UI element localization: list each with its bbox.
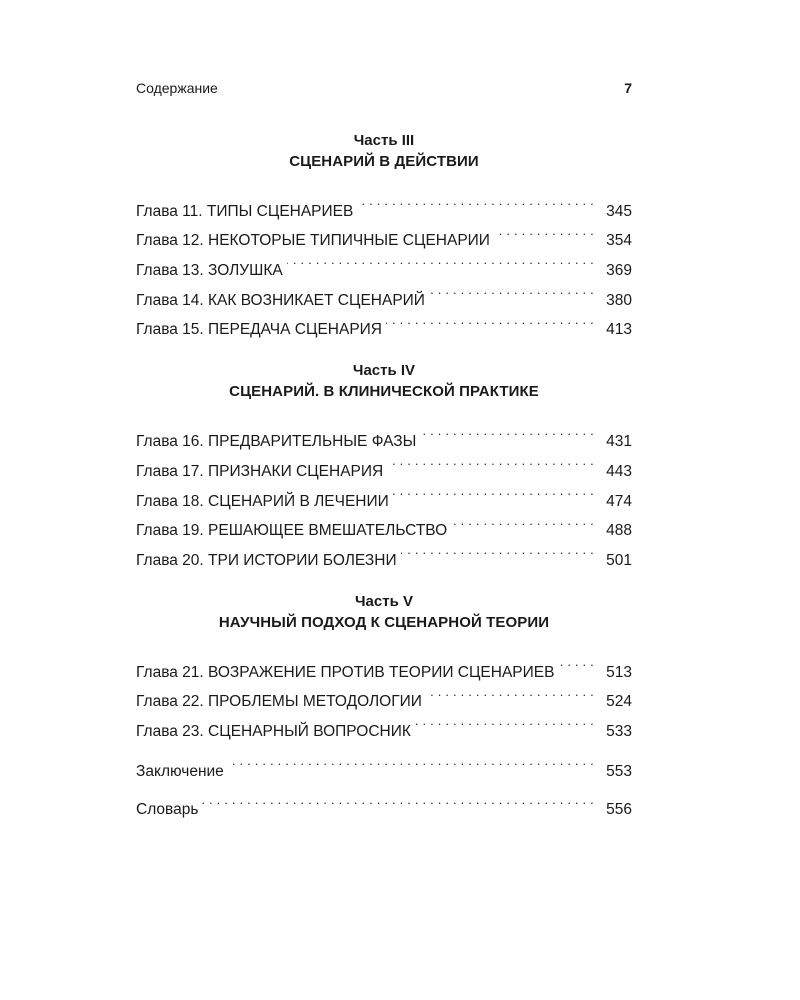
page-number: 7 [624, 80, 632, 96]
dot-leader [426, 677, 594, 707]
dot-leader [228, 746, 594, 776]
entry-title: Заключение [136, 762, 224, 780]
running-head-title: Содержание [136, 80, 218, 96]
dot-leader [558, 647, 594, 677]
chapter-list [136, 416, 632, 569]
chapter-title: Глава 14. КАК ВОЗНИКАЕТ СЦЕНАРИЙ [136, 291, 425, 309]
chapter-title: Глава 11. ТИПЫ СЦЕНАРИЕВ [136, 202, 354, 220]
dot-leader [393, 476, 594, 506]
dot-leader [401, 535, 594, 565]
chapter-title: Глава 16. ПРЕДВАРИТЕЛЬНЫЕ ФАЗЫ [136, 433, 417, 451]
chapter-page: 345 [606, 202, 632, 220]
part-heading [136, 360, 632, 402]
chapter-title: Глава 15. ПЕРЕДАЧА СЦЕНАРИЯ [136, 321, 382, 339]
part-heading [136, 130, 632, 172]
chapter-title: Глава 22. ПРОБЛЕМЫ МЕТОДОЛОГИИ [136, 693, 422, 711]
dot-leader [387, 446, 594, 476]
dot-leader [420, 416, 594, 446]
dot-leader [287, 245, 594, 275]
part-label: Часть III [353, 132, 415, 149]
dot-leader [494, 216, 594, 246]
toc-entry[interactable] [136, 186, 632, 220]
chapter-list [136, 647, 632, 740]
chapter-title: Глава 12. НЕКОТОРЫЕ ТИПИЧНЫЕ СЦЕНАРИИ [136, 232, 490, 250]
part-title: СЦЕНАРИЙ. В КЛИНИЧЕСКОЙ ПРАКТИКЕ [229, 383, 539, 401]
chapter-page: 501 [606, 551, 632, 569]
chapter-title: Глава 18. СЦЕНАРИЙ В ЛЕЧЕНИИ [136, 492, 389, 510]
dot-leader [357, 186, 594, 216]
entry-page: 556 [606, 801, 632, 819]
part-label: Часть V [355, 592, 413, 610]
chapter-page: 524 [606, 693, 632, 711]
chapter-title: Глава 13. ЗОЛУШКА [136, 262, 283, 280]
toc-entry-glossary[interactable] [136, 785, 632, 819]
chapter-page: 380 [606, 291, 632, 309]
part-heading [136, 591, 632, 633]
part-title: СЦЕНАРИЙ В ДЕЙСТВИИ [289, 153, 479, 170]
chapter-page: 431 [606, 433, 632, 451]
toc-entry[interactable] [136, 647, 632, 681]
chapter-page: 533 [606, 722, 632, 740]
chapter-page: 443 [606, 462, 632, 480]
dot-leader [386, 305, 594, 335]
dot-leader [429, 275, 594, 305]
running-head [136, 80, 632, 100]
chapter-page: 413 [606, 321, 632, 339]
chapter-page: 369 [606, 262, 632, 280]
part-title: НАУЧНЫЙ ПОДХОД К СЦЕНАРНОЙ ТЕОРИИ [218, 613, 550, 631]
entry-title: Словарь [136, 801, 199, 819]
dot-leader [202, 785, 594, 815]
chapter-title: Глава 23. СЦЕНАРНЫЙ ВОПРОСНИК [136, 722, 411, 740]
dot-leader [415, 706, 594, 736]
entry-page: 553 [606, 762, 632, 780]
chapter-title: Глава 21. ВОЗРАЖЕНИЕ ПРОТИВ ТЕОРИИ СЦЕНАРИЕВ [136, 663, 555, 681]
chapter-page: 488 [606, 522, 632, 540]
chapter-title: Глава 19. РЕШАЮЩЕЕ ВМЕШАТЕЛЬСТВО [136, 522, 448, 540]
chapter-page: 354 [606, 232, 632, 250]
toc-entry[interactable] [136, 416, 632, 451]
toc-page [136, 80, 632, 819]
chapter-page: 474 [606, 492, 632, 510]
chapter-list [136, 186, 632, 339]
dot-leader [451, 506, 594, 536]
chapter-title: Глава 20. ТРИ ИСТОРИИ БОЛЕЗНИ [136, 551, 397, 569]
chapter-page: 513 [606, 663, 632, 681]
part-label: Часть IV [352, 362, 416, 380]
chapter-title: Глава 17. ПРИЗНАКИ СЦЕНАРИЯ [136, 462, 384, 480]
toc-entry-conclusion[interactable] [136, 746, 632, 780]
